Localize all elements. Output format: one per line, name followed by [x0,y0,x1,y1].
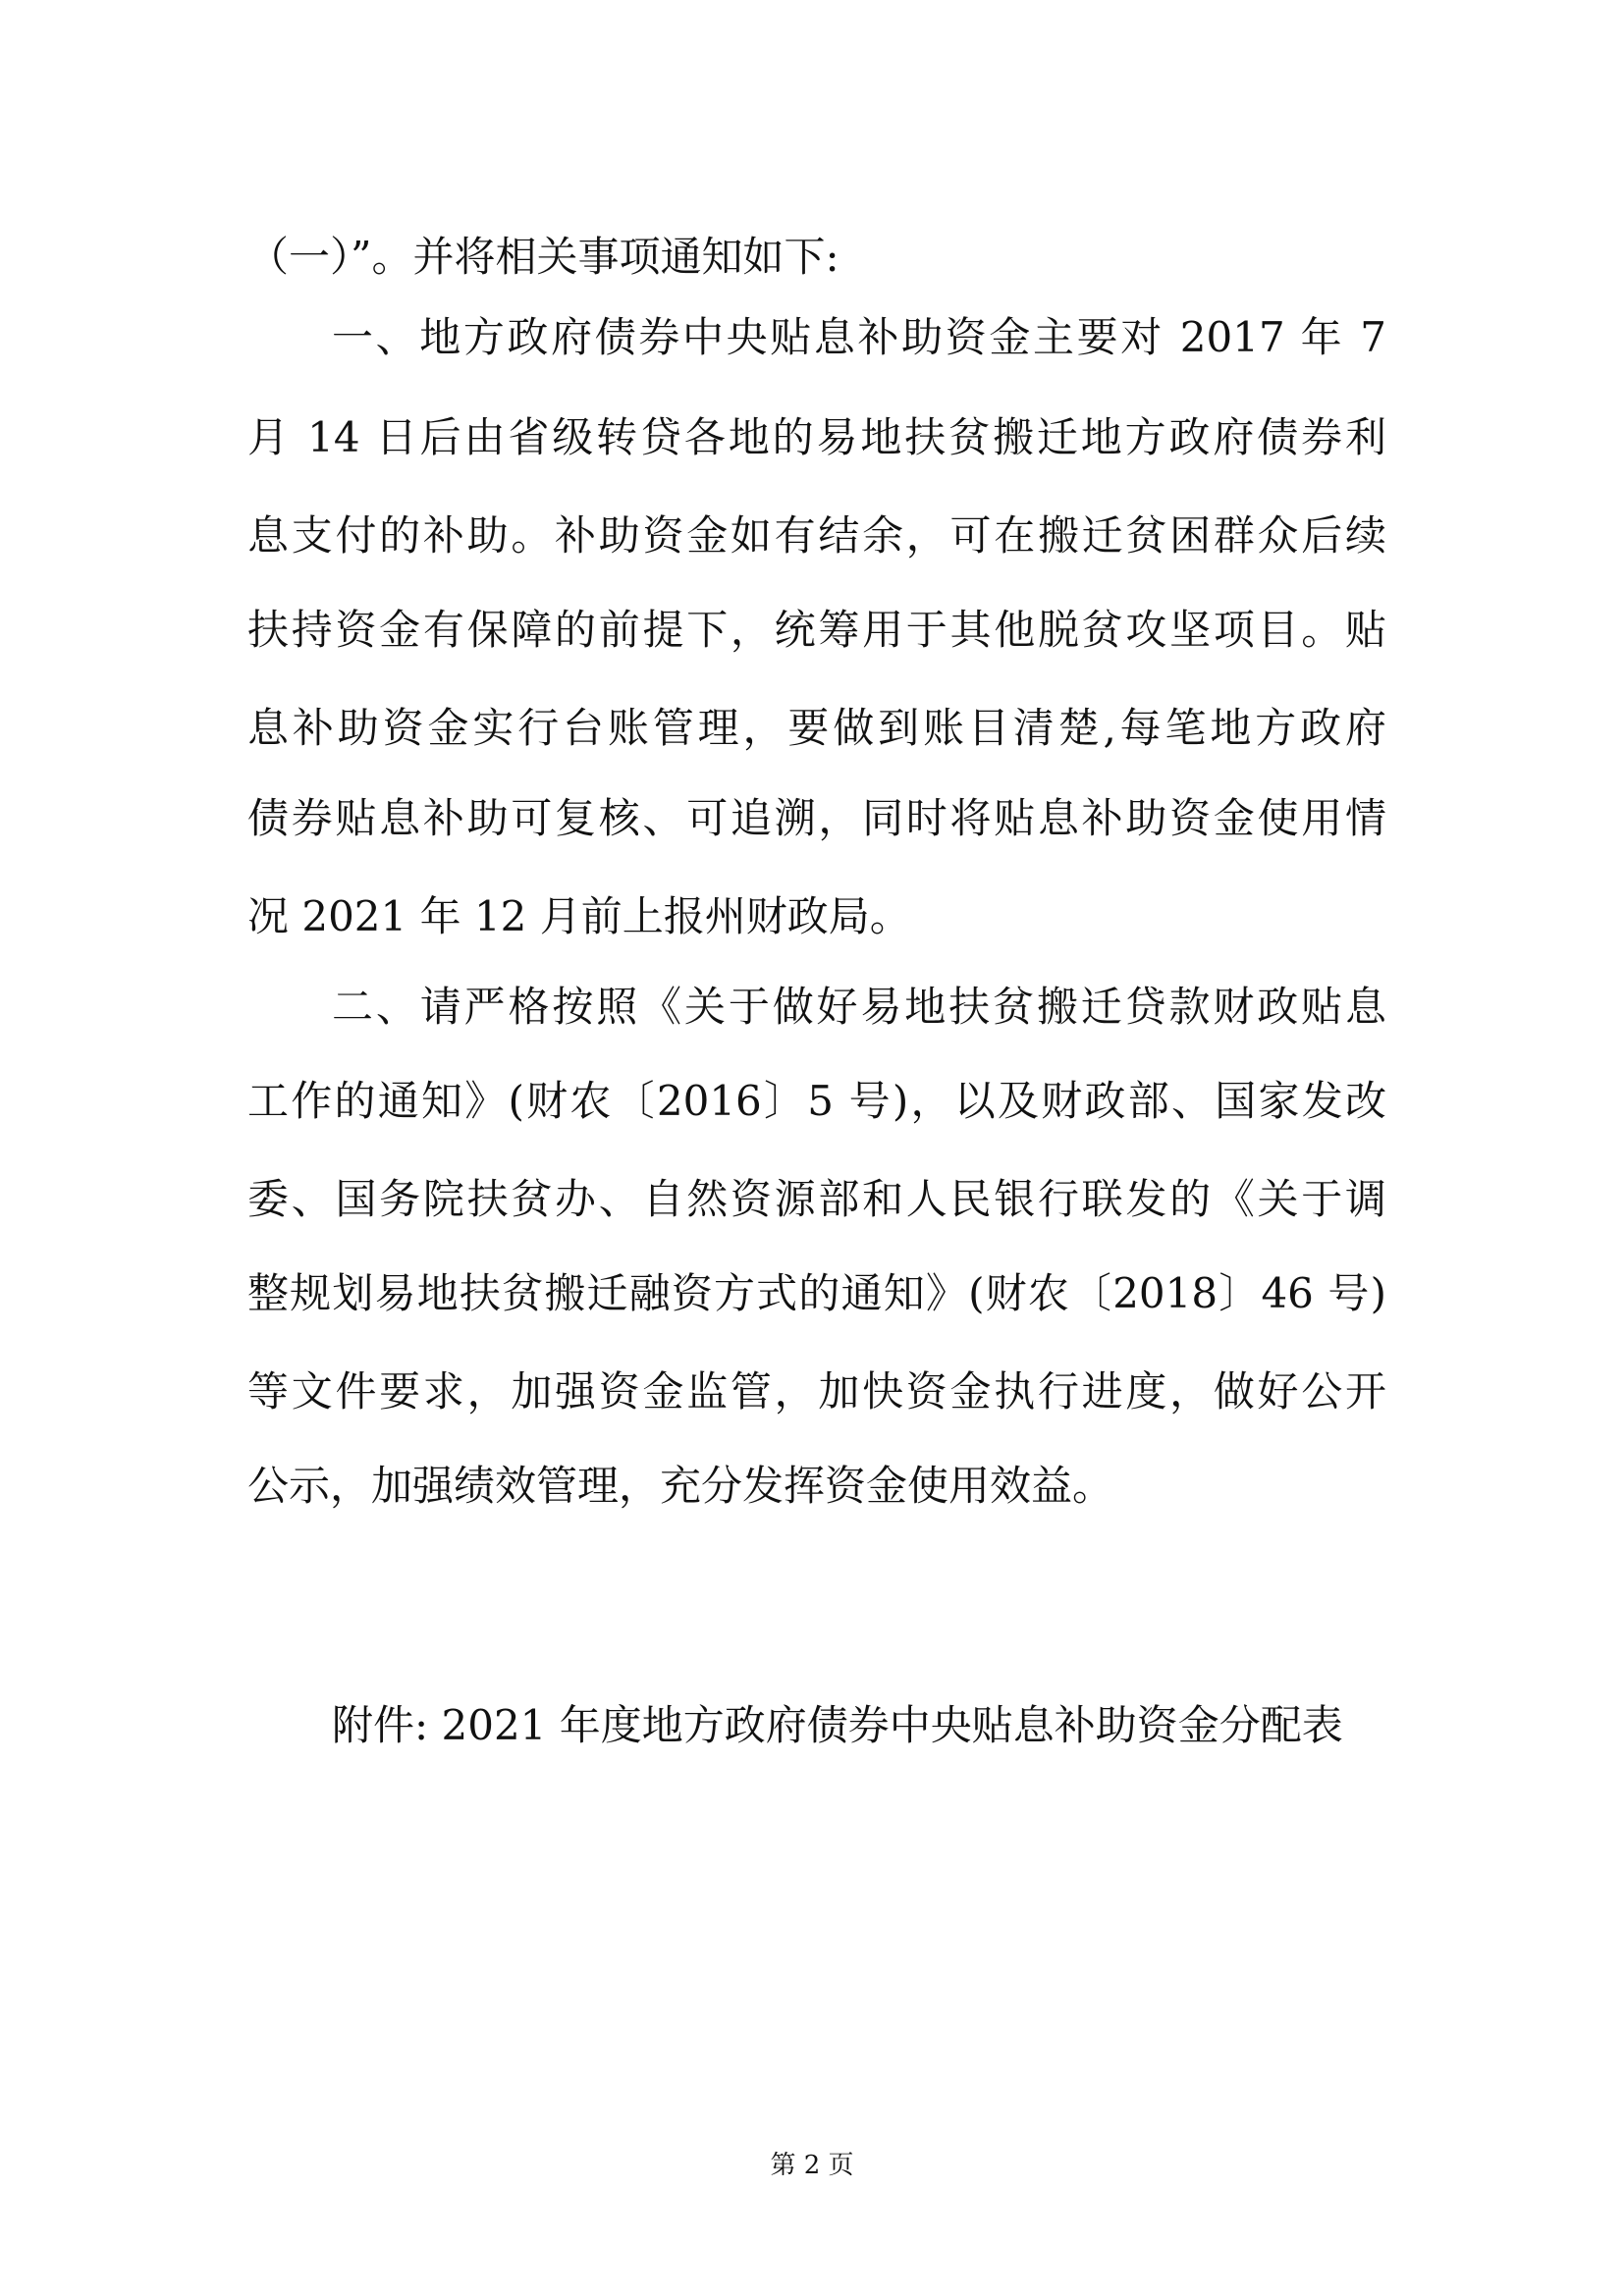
paragraph-2-line-5: 等文件要求，加强资金监管，加快资金执行进度，做好公开 [247,1367,1386,1415]
paragraph-1-line-1: 一、地方政府债券中央贴息补助资金主要对 2017 年 7 [332,313,1386,361]
paragraph-1-line-7: 况 2021 年 12 月前上报州财政局。 [247,892,911,940]
paragraph-2-line-3: 委、国务院扶贫办、自然资源部和人民银行联发的《关于调 [247,1175,1386,1223]
paragraph-2-line-1: 二、请严格按照《关于做好易地扶贫搬迁贷款财政贴息 [332,983,1386,1031]
attachment-note: 附件: 2021 年度地方政府债券中央贴息补助资金分配表 [332,1701,1343,1749]
paragraph-1-line-2: 月 14 日后由省级转贷各地的易地扶贫搬迁地方政府债券利 [247,413,1386,461]
paragraph-1-line-3: 息支付的补助。补助资金如有结余，可在搬迁贫困群众后续 [247,511,1386,560]
paragraph-2-line-2: 工作的通知》(财农〔2016〕5 号)，以及财政部、国家发改 [247,1077,1386,1125]
paragraph-1-line-5: 息补助资金实行台账管理，要做到账目清楚,每笔地方政府 [247,704,1386,752]
paragraph-1-line-4: 扶持资金有保障的前提下，统筹用于其他脱贫攻坚项目。贴 [247,606,1386,654]
paragraph-2-line-4: 整规划易地扶贫搬迁融资方式的通知》(财农〔2018〕46 号) [247,1269,1386,1317]
paragraph-1-line-6: 债券贴息补助可复核、可追溯，同时将贴息补助资金使用情 [247,794,1386,842]
text-line-1: （一）”。并将相关事项通知如下: [247,233,839,281]
page-number: 第 2 页 [770,2151,854,2180]
paragraph-2-line-6: 公示，加强绩效管理，充分发挥资金使用效益。 [247,1462,1114,1510]
